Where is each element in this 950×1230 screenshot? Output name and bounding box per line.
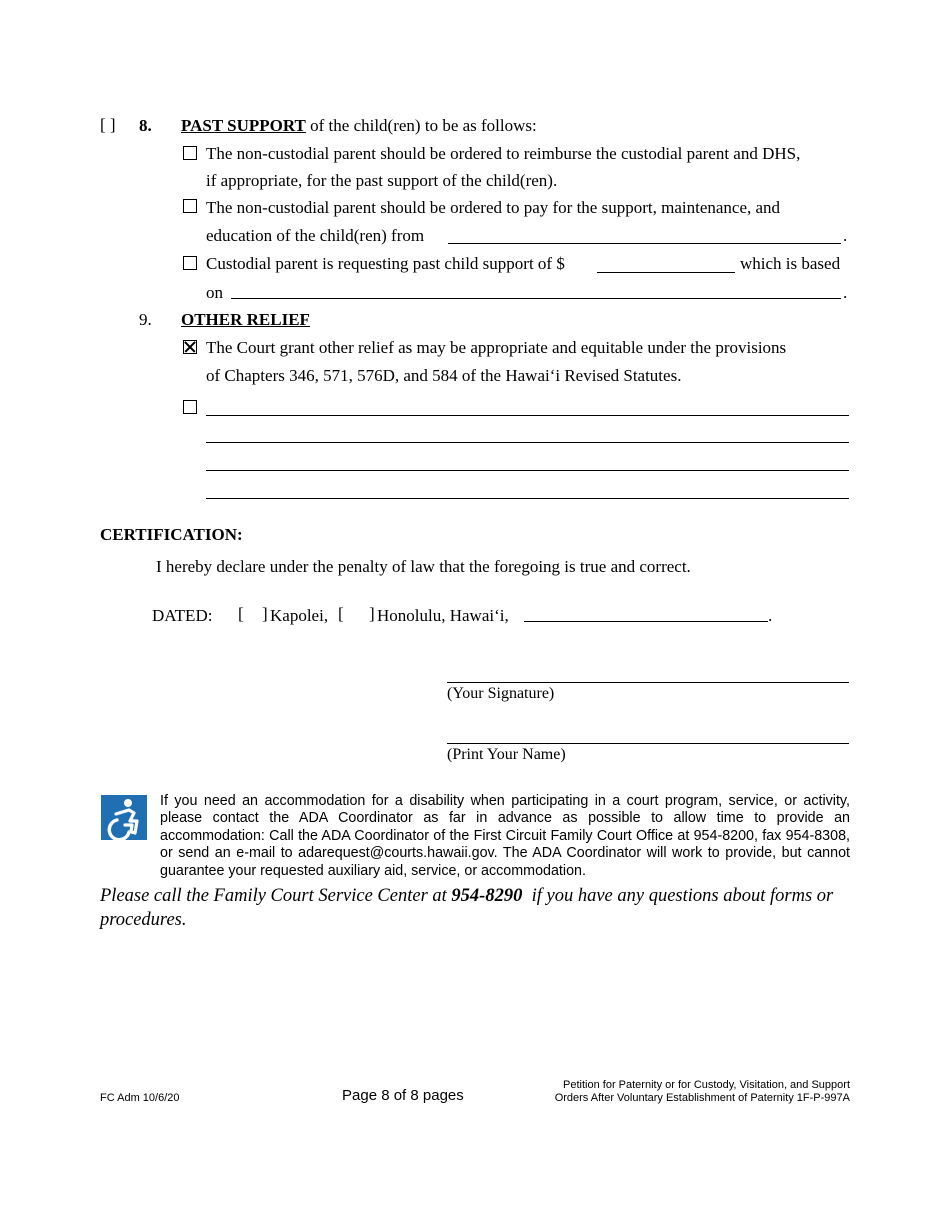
section8-option1-line2: if appropriate, for the past support of the child(ren). [206, 171, 558, 190]
honolulu-label: Honolulu, Hawai‘i, [377, 606, 509, 625]
print-name-label: (Print Your Name) [447, 746, 566, 763]
section8-option1-line1: The non-custodial parent should be ordered to reimburse the custodial parent and DHS, [206, 144, 801, 163]
accessibility-icon [101, 795, 147, 840]
honolulu-bracket-close[interactable]: ] [369, 604, 375, 623]
service-center-text-a: Please call the Family Court Service Center at [100, 886, 447, 906]
ada-notice: If you need an accommodation for a disability when participating in a court program, service, or activity, please contact the ADA Coordinator as far in advance as possible to allow time to provide an accommodation: Call the ADA Coordinator of the First Circuit Family Court Office at 954-8200, fax 954-8308, or send an e-mail to adarequest@courts.hawaii.gov. The ADA Coordinator will work to provide, but cannot guarantee your requested auxiliary aid, service, or accommodation. [160, 793, 850, 879]
section9-number: 9. [139, 310, 152, 329]
footer-page-number: Page 8 of 8 pages [342, 1087, 464, 1104]
from-date-field[interactable] [448, 243, 841, 244]
based-on-field[interactable] [231, 298, 841, 299]
past-support-amount-field[interactable] [597, 272, 735, 273]
dated-label: DATED: [152, 606, 213, 625]
other-relief-line-1[interactable] [206, 415, 849, 416]
service-center-line2: procedures. [100, 910, 187, 930]
service-center-phone: 954-8290 [451, 886, 523, 906]
kapolei-label: Kapolei, [270, 606, 329, 625]
section8-option2-line1: The non-custodial parent should be ordered to pay for the support, maintenance, and [206, 198, 781, 217]
footer-form-title [555, 1079, 850, 1105]
certification-statement: I hereby declare under the penalty of law that the foregoing is true and correct. [156, 557, 691, 576]
section8-option2-line2: education of the child(ren) from [206, 226, 425, 245]
section8-option3-line1a: Custodial parent is requesting past child support of $ [206, 254, 565, 273]
section8-option1-checkbox[interactable] [183, 146, 197, 160]
service-center-text-b: if you have any questions about forms or [531, 886, 834, 906]
section9-option1-line1: The Court grant other relief as may be appropriate and equitable under the provisions [206, 338, 787, 357]
section8-heading-rest: of the child(ren) to be as follows: [310, 116, 537, 135]
other-relief-line-3[interactable] [206, 470, 849, 471]
section8-option3-line2: on [206, 283, 223, 302]
section8-number: 8. [139, 116, 152, 135]
service-center-line1 [100, 886, 833, 907]
section8-option3-line1b: which is based [740, 254, 841, 273]
section9-option1-checkbox[interactable] [183, 340, 197, 354]
other-relief-line-2[interactable] [206, 442, 849, 443]
section8-heading-line [181, 116, 537, 136]
footer-form-date: FC Adm 10/6/20 [100, 1092, 180, 1104]
section8-option2-checkbox[interactable] [183, 199, 197, 213]
other-relief-line-4[interactable] [206, 498, 849, 499]
signature-field[interactable] [447, 682, 849, 683]
signature-label: (Your Signature) [447, 685, 555, 702]
section9-option1-line2: of Chapters 346, 571, 576D, and 584 of the Hawai‘i Revised Statutes. [206, 366, 682, 385]
footer-title-line2: Orders After Voluntary Establishment of Paternity 1F-P-997A [554, 1092, 850, 1104]
section8-option3-period: . [843, 283, 848, 302]
kapolei-bracket-close[interactable]: ] [262, 604, 268, 623]
section8-heading: PAST SUPPORT [181, 116, 306, 135]
dated-date-field[interactable] [524, 621, 768, 622]
section9-option2-checkbox[interactable] [183, 400, 197, 414]
certification-heading: CERTIFICATION: [100, 525, 243, 544]
honolulu-bracket-open[interactable]: [ [338, 604, 344, 623]
print-name-field[interactable] [447, 743, 849, 744]
section8-bracket[interactable]: [ ] [100, 115, 116, 134]
section8-option3-checkbox[interactable] [183, 256, 197, 270]
section9-heading: OTHER RELIEF [181, 310, 310, 329]
kapolei-bracket-open[interactable]: [ [238, 604, 244, 623]
dated-period: . [768, 606, 773, 625]
section8-option2-period: . [843, 226, 848, 245]
footer-title-line1: Petition for Paternity or for Custody, Visitation, and Support [563, 1079, 850, 1091]
